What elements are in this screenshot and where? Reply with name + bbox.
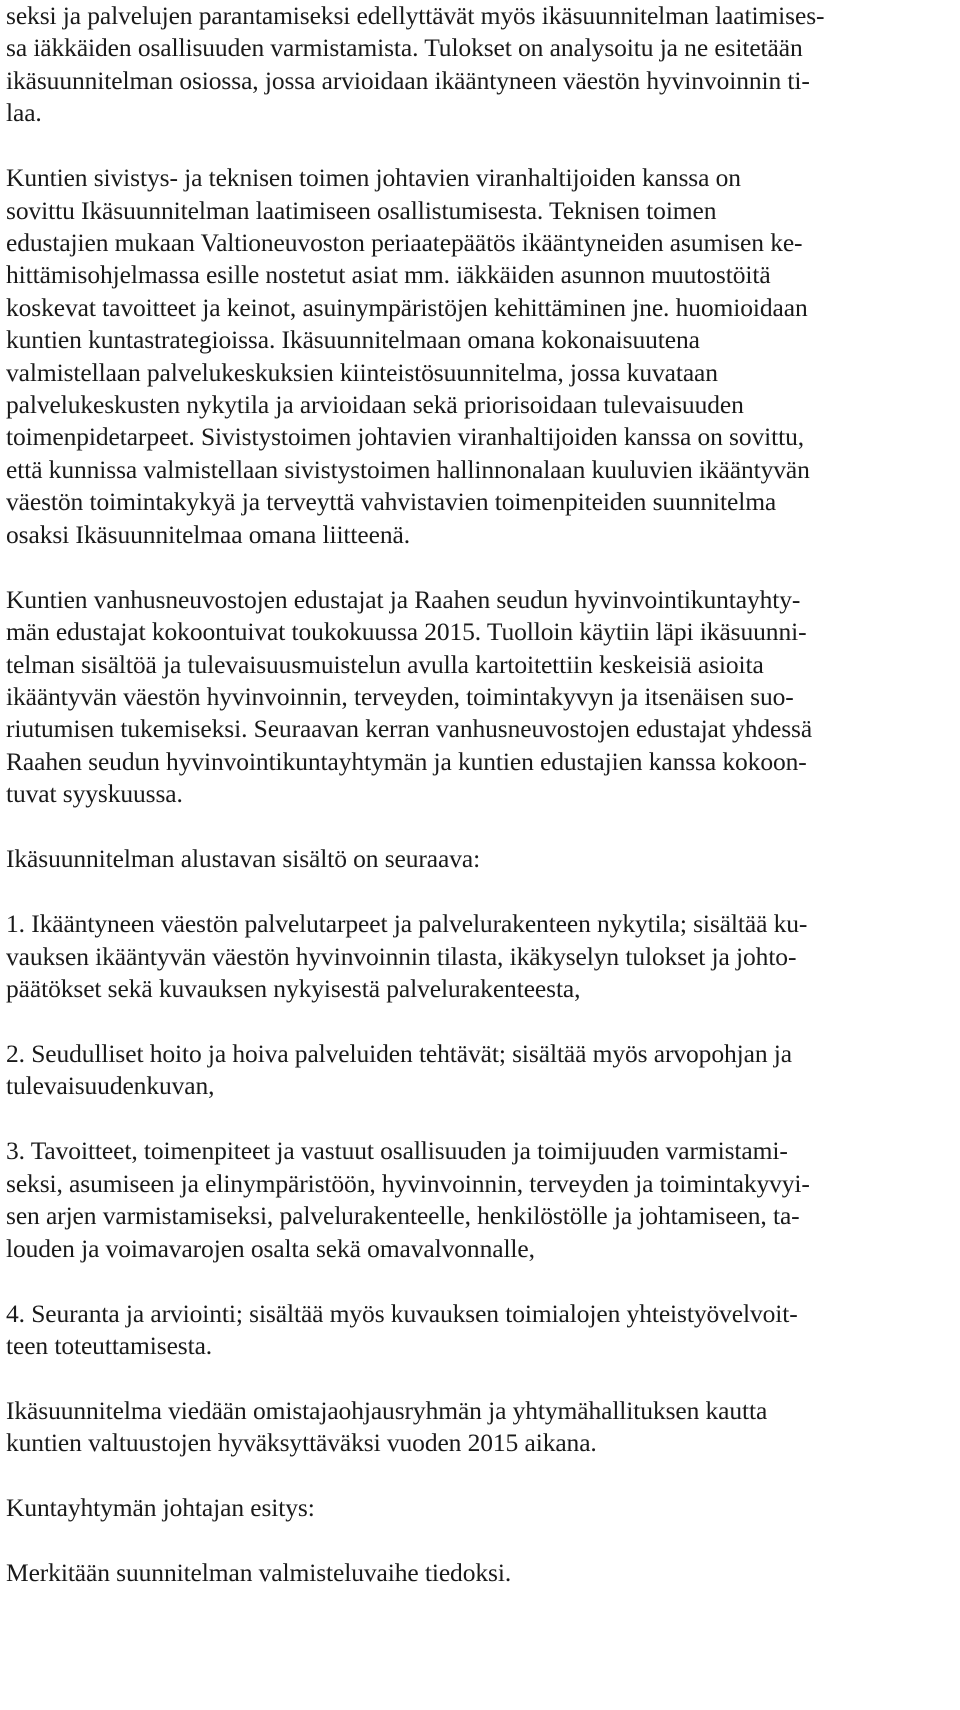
text-line: ikääntyvän väestön hyvinvoinnin, terveyden, toimintakyvyn ja itsenäisen suo- (6, 681, 794, 711)
paragraph-technical-education (6, 162, 954, 551)
paragraph-gap (6, 1103, 954, 1136)
text-line: Raahen seudun hyvinvointikuntayhtymän ja kuntien edustajien kanssa kokoon- (6, 746, 807, 776)
list-item-3 (6, 1135, 954, 1265)
text-line: seksi ja palvelujen parantamiseksi edellyttävät myös ikäsuunnitelman laatimises- (6, 1, 825, 30)
text-line: teen toteuttamisesta. (6, 1330, 213, 1360)
text-line: osaksi Ikäsuunnitelmaa omana liitteenä. (6, 519, 410, 549)
proposal-heading (6, 1492, 954, 1524)
text-line: tulevaisuudenkuvan, (6, 1071, 215, 1101)
text-line: 2. Seudulliset hoito ja hoiva palveluiden tehtävät; sisältää myös arvopohjan ja (6, 1038, 792, 1068)
paragraph-gap (6, 1362, 954, 1395)
text-line: kuntien kuntastrategioissa. Ikäsuunnitelmaan omana kokonaisuutena (6, 325, 700, 355)
text-line: sen arjen varmistamiseksi, palvelurakenteelle, henkilöstölle ja johtamiseen, ta- (6, 1201, 800, 1231)
paragraph-gap (6, 1525, 954, 1558)
paragraph-gap (6, 1265, 954, 1298)
text-line: Ikäsuunnitelman alustavan sisältö on seuraava: (6, 844, 481, 874)
text-line: kuntien valtuustojen hyväksyttäväksi vuoden 2015 aikana. (6, 1428, 597, 1458)
paragraph-gap (6, 1005, 954, 1038)
text-line: koskevat tavoitteet ja keinot, asuinympäristöjen kehittäminen jne. huomioidaan (6, 292, 808, 322)
text-line: päätökset sekä kuvauksen nykyisestä palvelurakenteesta, (6, 973, 581, 1003)
text-line: seksi, asumiseen ja elinympäristöön, hyvinvoinnin, terveyden ja toimintakyvyi- (6, 1168, 810, 1198)
text-line: Kuntien vanhusneuvostojen edustajat ja Raahen seudun hyvinvointikuntayhty- (6, 584, 801, 614)
text-line: valmistellaan palvelukeskuksien kiinteistösuunnitelma, jossa kuvataan (6, 357, 718, 387)
text-line: väestön toimintakykyä ja terveyttä vahvistavien toimenpiteiden suunnitelma (6, 487, 777, 517)
paragraph-gap (6, 876, 954, 909)
paragraph-gap (6, 811, 954, 844)
text-line: edustajien mukaan Valtioneuvoston periaatepäätös ikääntyneiden asumisen ke- (6, 228, 803, 258)
text-line: sovittu Ikäsuunnitelman laatimiseen osallistumisesta. Teknisen toimen (6, 195, 717, 225)
paragraph-intro-continuation (6, 0, 954, 130)
text-line: riutumisen tukemiseksi. Seuraavan kerran vanhusneuvostojen edustajat yhdessä (6, 714, 813, 744)
text-line: ikäsuunnitelman osiossa, jossa arvioidaan ikääntyneen väestön hyvinvoinnin ti- (6, 65, 810, 95)
text-line: Merkitään suunnitelman valmisteluvaihe tiedoksi. (6, 1558, 512, 1588)
text-line: että kunnissa valmistellaan sivistystoimen hallinnonalaan kuuluvien ikääntyvän (6, 454, 810, 484)
paragraph-proposal (6, 1557, 954, 1589)
text-line: 4. Seuranta ja arviointi; sisältää myös kuvauksen toimialojen yhteistyövelvoit- (6, 1298, 798, 1328)
text-line: Kuntayhtymän johtajan esitys: (6, 1493, 315, 1523)
text-line: sa iäkkäiden osallisuuden varmistamista. Tulokset on analysoitu ja ne esitetään (6, 33, 803, 63)
list-item-1 (6, 908, 954, 1005)
paragraph-gap (6, 1460, 954, 1493)
text-line: vauksen ikääntyvän väestön hyvinvoinnin tilasta, ikäkyselyn tulokset ja johto- (6, 941, 797, 971)
document-page (6, 0, 954, 1590)
paragraph-gap (6, 130, 954, 163)
contents-heading (6, 843, 954, 875)
text-line: 3. Tavoitteet, toimenpiteet ja vastuut osallisuuden ja toimijuuden varmistami- (6, 1136, 788, 1166)
list-item-4 (6, 1298, 954, 1363)
text-line: tuvat syyskuussa. (6, 779, 183, 809)
text-line: louden ja voimavarojen osalta sekä omavalvonnalle, (6, 1233, 535, 1263)
text-line: laa. (6, 98, 42, 128)
text-line: Ikäsuunnitelma viedään omistajaohjausryhmän ja yhtymähallituksen kautta (6, 1395, 768, 1425)
text-line: män edustajat kokoontuivat toukokuussa 2015. Tuolloin käytiin läpi ikäsuunni- (6, 617, 807, 647)
list-item-2 (6, 1038, 954, 1103)
paragraph-approval (6, 1395, 954, 1460)
text-line: telman sisältöä ja tulevaisuusmuistelun avulla kartoitettiin keskeisiä asioita (6, 649, 764, 679)
text-line: toimenpidetarpeet. Sivistystoimen johtavien viranhaltijoiden kanssa on sovittu, (6, 422, 805, 452)
text-line: palvelukeskusten nykytila ja arvioidaan sekä priorisoidaan tulevaisuuden (6, 390, 744, 420)
paragraph-gap (6, 551, 954, 584)
paragraph-elderly-councils (6, 584, 954, 811)
text-line: Kuntien sivistys- ja teknisen toimen johtavien viranhaltijoiden kanssa on (6, 163, 741, 193)
text-line: 1. Ikääntyneen väestön palvelutarpeet ja palvelurakenteen nykytila; sisältää ku- (6, 909, 808, 939)
text-line: hittämisohjelmassa esille nostetut asiat mm. iäkkäiden asunnon muutostöitä (6, 260, 771, 290)
